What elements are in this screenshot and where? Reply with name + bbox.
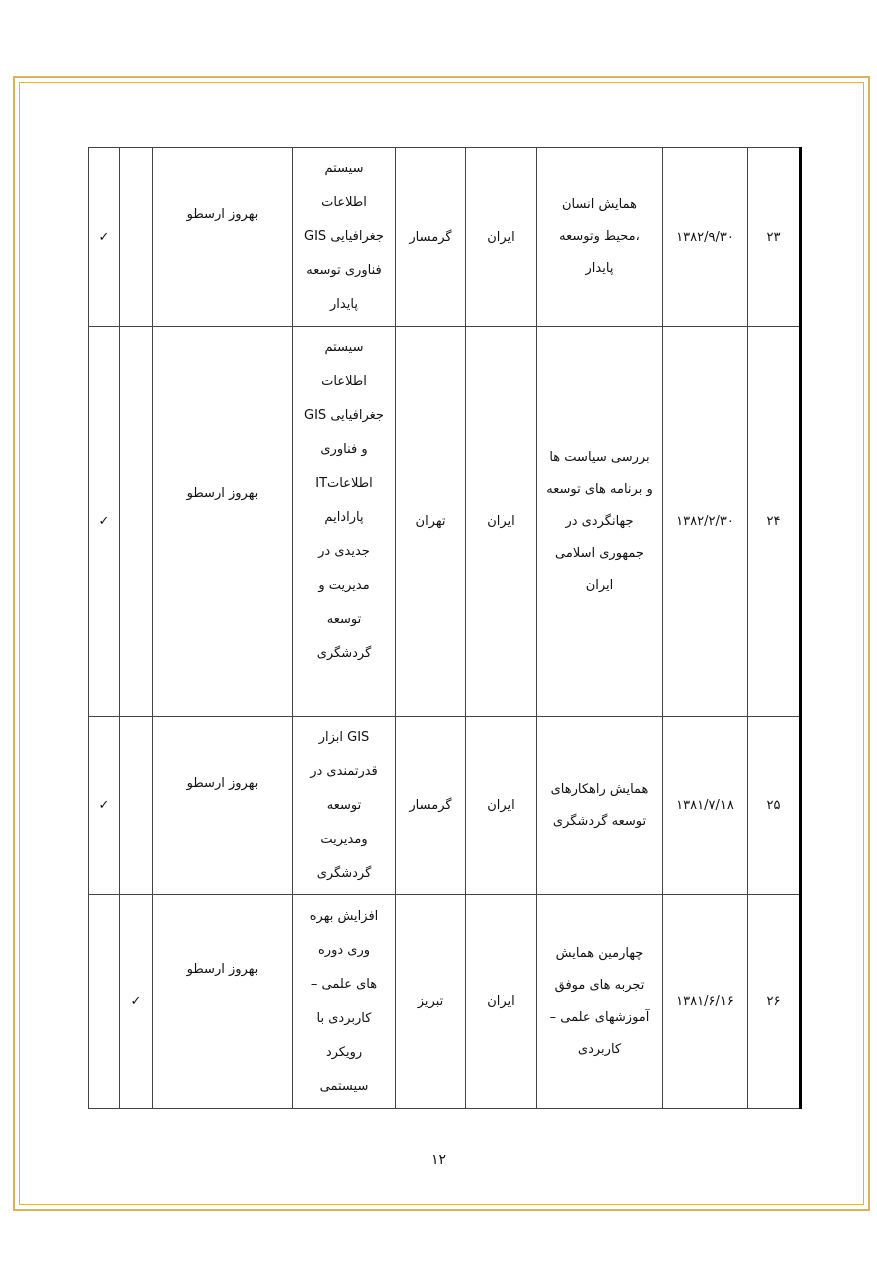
date-cell: ۱۳۸۱/۷/۱۸ [663, 717, 748, 895]
check-cell: ✓ [89, 327, 120, 717]
country-cell: ایران [466, 895, 537, 1109]
check-cell: ✓ [89, 717, 120, 895]
records-table [88, 147, 802, 1109]
conference-cell: چهارمین همایش تجربه های موفق آموزشهای علمی – کاربردی [537, 895, 663, 1109]
check-cell: ✓ [89, 148, 120, 327]
author-cell: بهروز ارسطو [153, 148, 293, 327]
city-cell: تهران [396, 327, 466, 717]
city-cell: تبریز [396, 895, 466, 1109]
check-cell [120, 148, 153, 327]
table-row [89, 327, 801, 717]
row-number-cell: ۲۴ [748, 327, 801, 717]
check-cell [120, 327, 153, 717]
author-cell: بهروز ارسطو [153, 327, 293, 717]
date-cell: ۱۳۸۱/۶/۱۶ [663, 895, 748, 1109]
paper-title-cell: افزایش بهره وری دوره های علمی – کاربردی با رویکرد سیستمی [293, 895, 396, 1109]
page-number: ۱۲ [430, 1152, 447, 1168]
row-number-cell: ۲۳ [748, 148, 801, 327]
table-row [89, 717, 801, 895]
date-cell: ۱۳۸۲/۹/۳۰ [663, 148, 748, 327]
check-cell [89, 895, 120, 1109]
country-cell: ایران [466, 148, 537, 327]
conference-cell: همایش انسان ،محیط وتوسعه پایدار [537, 148, 663, 327]
check-cell: ✓ [120, 895, 153, 1109]
row-number-cell: ۲۶ [748, 895, 801, 1109]
row-number-cell: ۲۵ [748, 717, 801, 895]
paper-title-cell: سیستم اطلاعات جغرافیایی GIS فناوری توسعه پایدار [293, 148, 396, 327]
paper-title-cell: GIS ابزار قدرتمندی در توسعه ومدیریت گردشگری [293, 717, 396, 895]
city-cell: گرمسار [396, 717, 466, 895]
date-cell: ۱۳۸۲/۲/۳۰ [663, 327, 748, 717]
table-row [89, 148, 801, 327]
city-cell: گرمسار [396, 148, 466, 327]
conference-cell: همایش راهکارهای توسعه گردشگری [537, 717, 663, 895]
conference-cell: بررسی سیاست ها و برنامه های توسعه جهانگردی در جمهوری اسلامی ایران [537, 327, 663, 717]
author-cell: بهروز ارسطو [153, 895, 293, 1109]
country-cell: ایران [466, 717, 537, 895]
country-cell: ایران [466, 327, 537, 717]
author-cell: بهروز ارسطو [153, 717, 293, 895]
check-cell [120, 717, 153, 895]
paper-title-cell: سیستم اطلاعات جغرافیایی GIS و فناوری اطلاعاتIT پارادایم جدیدی در مدیریت و توسعه گردشگری [293, 327, 396, 717]
table-row [89, 895, 801, 1109]
